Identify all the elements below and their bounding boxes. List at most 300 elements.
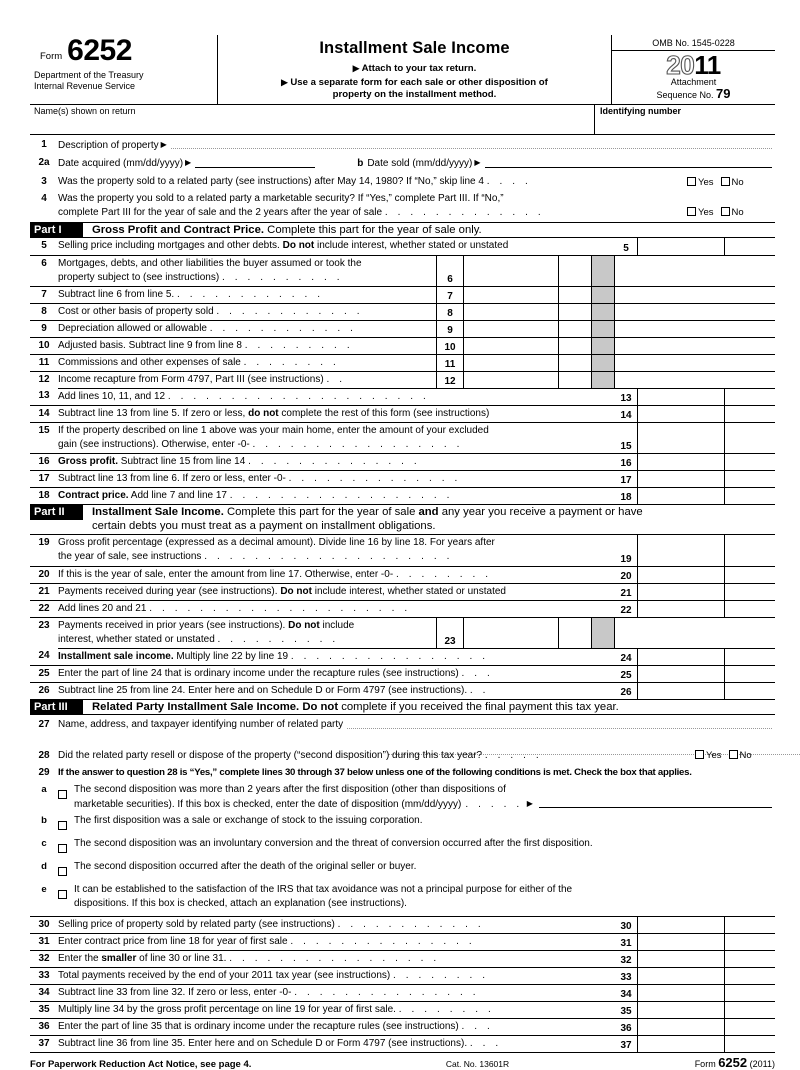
line-16-cents-input[interactable] [725, 454, 775, 470]
line-23-box-number: 23 [436, 618, 464, 648]
line-15-box-number: 15 [615, 423, 638, 453]
line-36-content [58, 1019, 615, 1035]
line-15 [30, 422, 775, 453]
line-12-content [58, 372, 436, 388]
instruction-separate-text: Use a separate form for each sale or other disposition of [290, 76, 548, 88]
line-32-dollars-input[interactable] [638, 951, 725, 967]
line-8-dollars-input[interactable] [464, 304, 559, 320]
line-13-cents-input[interactable] [725, 389, 775, 405]
line-24-box-number: 24 [615, 649, 638, 665]
line-37-content [58, 1036, 615, 1052]
line-23-number: 23 [38, 620, 50, 632]
line-35-dollars-input[interactable] [638, 1002, 725, 1018]
line-3-no-label: No [731, 176, 744, 188]
line-32-cents-input[interactable] [725, 951, 775, 967]
line-23-outer-blank [615, 618, 775, 648]
line-32-text-b: of line 30 or line 31. [136, 953, 227, 965]
line-21-text-a: Payments received during year (see instructions). [58, 586, 281, 598]
line-4-yes-no [687, 207, 775, 219]
line-36 [30, 1018, 775, 1035]
condition-a-checkbox[interactable] [58, 790, 67, 799]
line-11-cents-input[interactable] [559, 355, 592, 371]
line-30-leader-dots: . . . . . . . . . . . . [337, 919, 485, 931]
line-33-dollars-input[interactable] [638, 968, 725, 984]
line-4-text2: complete Part III for the year of sale and the 2 years after the year of sale [58, 206, 383, 218]
line-32-number: 32 [38, 953, 50, 965]
line-20-box-number: 20 [615, 567, 638, 583]
line-8-content [58, 304, 436, 320]
line-28-no-checkbox[interactable] [729, 750, 738, 759]
line-31-leader-dots: . . . . . . . . . . . . . . . [290, 936, 476, 948]
line-34-number: 34 [38, 987, 50, 999]
line-12-cents-input[interactable] [559, 372, 592, 388]
line-12-shaded-column [592, 372, 615, 388]
issuing-agency [34, 70, 213, 93]
line-9-dollars-input[interactable] [464, 321, 559, 337]
part-3-conditions [30, 779, 775, 910]
line-19-text-b-wrap [58, 550, 612, 564]
attachment-sequence [612, 77, 775, 102]
line-33-cents-input[interactable] [725, 968, 775, 984]
line-11-dollars-input[interactable] [464, 355, 559, 371]
part-2-tag: Part II [30, 505, 83, 520]
part-2-title-bold2: and [418, 506, 439, 519]
part-1-title-rest: Complete this part for the year of sale only. [264, 223, 482, 236]
footer-form-word: Form [694, 1059, 716, 1070]
line-6-shaded-column [592, 256, 615, 286]
line-9-shaded-column [592, 321, 615, 337]
line-25-cents-input[interactable] [725, 666, 775, 682]
line-24-number: 24 [38, 650, 50, 662]
line-23-amount-cell [436, 618, 592, 648]
line-12-dollars-input[interactable] [464, 372, 559, 388]
condition-a-text: The second disposition was more than 2 years after the first disposition (other than dispositions of [74, 784, 506, 796]
line-15-content [58, 423, 615, 453]
line-20-content [58, 567, 615, 583]
part-3-title-bold: Related Party Installment Sale Income. Do not [92, 700, 339, 713]
line-11-number: 11 [38, 357, 50, 369]
line-36-number: 36 [38, 1021, 50, 1033]
line-23-dollars-input[interactable] [464, 618, 559, 648]
line-6-outer-blank [615, 256, 775, 286]
line-31-dollars-input[interactable] [638, 934, 725, 950]
line-10-cents-input[interactable] [559, 338, 592, 354]
line-7-cents-input[interactable] [559, 287, 592, 303]
line-18-text: Add line 7 and line 17 [128, 490, 227, 502]
line-25-leader-dots: . . . [461, 668, 494, 680]
form-number: 6252 [67, 34, 132, 67]
line-7-leader-dots: . . . . . . . . . . . . [176, 289, 324, 301]
line-26 [30, 682, 775, 699]
form-footer [30, 1052, 775, 1070]
line-37-dollars-input[interactable] [638, 1036, 725, 1052]
line-1-label: Description of property [58, 139, 159, 151]
line-23-text-b-wrap [58, 633, 433, 647]
identifying-number-field[interactable] [595, 105, 775, 134]
line-36-dollars-input[interactable] [638, 1019, 725, 1035]
line-23-text-b: interest, whether stated or unstated [58, 633, 215, 645]
condition-a-leader-dots: . . . . . [465, 798, 523, 810]
condition-e [30, 880, 775, 910]
line-26-dollars-input[interactable] [638, 683, 725, 699]
line-12-number: 12 [38, 374, 50, 386]
line-21-dollars-input[interactable] [638, 584, 725, 600]
line-4-number: 4 [41, 193, 47, 205]
line-20 [30, 566, 775, 583]
line-15-dollars-input[interactable] [638, 423, 725, 453]
line-32-content [58, 951, 615, 967]
masthead-right [612, 35, 775, 104]
line-14-cents-input[interactable] [725, 406, 775, 422]
line-24-cents-input[interactable] [725, 649, 775, 665]
line-36-box-number: 36 [615, 1019, 638, 1035]
line-23 [30, 617, 775, 648]
line-24-dollars-input[interactable] [638, 649, 725, 665]
line-21-number: 21 [38, 586, 50, 598]
line-32-box-number: 32 [615, 951, 638, 967]
line-7-dollars-input[interactable] [464, 287, 559, 303]
line-16-amount-cell [615, 454, 775, 470]
condition-d-text: The second disposition occurred after the death of the original seller or buyer. [74, 861, 417, 873]
condition-c [30, 834, 775, 857]
line-36-cents-input[interactable] [725, 1019, 775, 1035]
line-26-box-number: 26 [615, 683, 638, 699]
line-23-content [58, 618, 436, 648]
line-31-content [58, 934, 615, 950]
line-13-text: Add lines 10, 11, and 12 [58, 391, 166, 403]
condition-c-text: The second disposition was an involuntary conversion and the threat of conversion occurred after the first disposition. [74, 838, 593, 850]
line-24 [30, 648, 775, 665]
line-37-text: Subtract line 36 from line 35. Enter here and on Schedule D or Form 4797 (see instructions). [58, 1038, 468, 1050]
tax-year [612, 52, 775, 78]
line-22-text: Add lines 20 and 21 [58, 603, 147, 615]
line-4-yes-label: Yes [698, 207, 714, 219]
part-3-banner [30, 699, 775, 715]
line-1 [30, 135, 775, 153]
line-31-cents-input[interactable] [725, 934, 775, 950]
line-37-cents-input[interactable] [725, 1036, 775, 1052]
line-15-amount-cell [615, 423, 775, 453]
line-11 [30, 354, 775, 371]
part-2-title-a: Complete this part for the year of sale [223, 506, 419, 519]
line-13-number: 13 [38, 390, 50, 402]
line-3 [30, 171, 775, 189]
line-30-content [58, 917, 615, 933]
line-18-text-bold: Contract price. [58, 490, 129, 502]
date-sold-input[interactable] [485, 157, 773, 168]
line-12-text: Income recapture from Form 4797, Part III (see instructions) [58, 374, 324, 386]
line-8-number: 8 [41, 306, 47, 318]
line-13-box-number: 13 [615, 389, 638, 405]
part-2-lines [30, 535, 775, 699]
line-6 [30, 255, 775, 286]
line-18-amount-cell [615, 488, 775, 504]
line-5-amount-cell [615, 238, 775, 255]
line-24-content [58, 648, 615, 665]
line-17 [30, 470, 775, 487]
line-19-cents-input[interactable] [725, 535, 775, 566]
line-30-cents-input[interactable] [725, 917, 775, 933]
arrow-icon-2: ▶ [281, 76, 288, 87]
line-22 [30, 600, 775, 617]
line-9-cents-input[interactable] [559, 321, 592, 337]
line-13-amount-cell [615, 388, 775, 405]
line-5-text-b: include interest, whether stated or unstated [314, 240, 509, 252]
line-20-cents-input[interactable] [725, 567, 775, 583]
line-24-text-bold: Installment sale income. [58, 651, 174, 663]
condition-d-checkbox[interactable] [58, 867, 67, 876]
line-15-cents-input[interactable] [725, 423, 775, 453]
line-5-cents-input[interactable] [725, 238, 775, 255]
line-16-text: Subtract line 15 from line 14 [118, 456, 246, 468]
line-8-outer-blank [615, 304, 775, 320]
line-23-cents-input[interactable] [559, 618, 592, 648]
line-13-content [58, 388, 615, 405]
line-2a-number: 2a [38, 157, 50, 169]
line-29-number: 29 [38, 766, 50, 778]
line-19-number: 19 [38, 537, 50, 549]
condition-d-letter: d [41, 861, 47, 873]
line-26-amount-cell [615, 683, 775, 699]
condition-d [30, 857, 775, 880]
line-3-leader-dots: . . . . [486, 175, 532, 187]
line-8-shaded-column [592, 304, 615, 320]
line-23-text-post: include [319, 620, 355, 632]
line-5-dollars-input[interactable] [638, 238, 725, 255]
line-10-dollars-input[interactable] [464, 338, 559, 354]
line-18-cents-input[interactable] [725, 488, 775, 504]
line-15-text-a: If the property described on line 1 above was your main home, enter the amount of your excluded [58, 425, 489, 437]
line-13-dollars-input[interactable] [638, 389, 725, 405]
line-19-text-b: the year of sale, see instructions [58, 550, 202, 562]
part-2-title-line2: certain debts you must treat as a payment on installment obligations. [92, 520, 436, 533]
line-19-leader-dots: . . . . . . . . . . . . . . . . . . . . [204, 550, 453, 562]
line-32 [30, 950, 775, 967]
part-3-title-rest: complete if you received the final payment this tax year. [338, 700, 619, 713]
line-16-text-bold: Gross profit. [58, 456, 119, 468]
line-37-leader-dots: . . . [469, 1038, 502, 1050]
line-3-no-checkbox[interactable] [721, 177, 730, 186]
line-20-dollars-input[interactable] [638, 567, 725, 583]
line-6-content [58, 256, 436, 286]
line-3-label: Was the property sold to a related party (see instructions) after May 14, 1980? If “No,” skip line 4 [58, 175, 484, 187]
line-25 [30, 665, 775, 682]
line-12 [30, 371, 775, 388]
line-28-no-label: No [739, 750, 752, 762]
line-23-shaded-column [592, 618, 615, 648]
part-1-banner [30, 222, 775, 238]
catalog-number: Cat. No. 13601R [445, 1059, 510, 1070]
line-10-text: Adjusted basis. Subtract line 9 from line 8 [58, 340, 242, 352]
sequence-label: Sequence No. [656, 90, 714, 100]
condition-a-letter: a [41, 784, 47, 796]
line-22-cents-input[interactable] [725, 601, 775, 617]
condition-c-letter: c [41, 838, 47, 850]
line-10-number: 10 [38, 340, 50, 352]
instruction-separate [220, 76, 609, 90]
line-27-input-1[interactable] [347, 718, 772, 729]
line-34-box-number: 34 [615, 985, 638, 1001]
line-1-input[interactable] [171, 138, 772, 149]
condition-b-text: The first disposition was a sale or exchange of stock to the issuing corporation. [74, 815, 423, 827]
line-14-text-b: complete the rest of this form (see instructions) [278, 408, 490, 420]
line-27 [30, 715, 775, 746]
line-6-amount-cell [436, 256, 592, 286]
line-25-content [58, 666, 615, 682]
part-3-tag: Part III [30, 700, 83, 715]
condition-a [30, 779, 775, 811]
line-12-box-number: 12 [436, 372, 464, 388]
line-36-text: Enter the part of line 35 that is ordinary income under the recapture rules (see instructions) [58, 1021, 459, 1033]
line-18 [30, 487, 775, 504]
line-21 [30, 583, 775, 600]
line-19-amount-cell [615, 535, 775, 566]
line-14-number: 14 [38, 408, 50, 420]
date-acquired-label: Date acquired (mm/dd/yyyy) [58, 158, 184, 170]
line-24-amount-cell [615, 648, 775, 665]
date-sold-label: Date sold (mm/dd/yyyy) [367, 158, 473, 170]
line-37-amount-cell [615, 1036, 775, 1052]
line-19 [30, 535, 775, 566]
part-2-title-bold: Installment Sale Income. [92, 506, 224, 519]
line-22-dollars-input[interactable] [638, 601, 725, 617]
form-body [30, 35, 775, 1070]
line-31-number: 31 [38, 936, 50, 948]
line-28-number: 28 [38, 750, 50, 762]
attachment-label: Attachment [670, 77, 717, 87]
line-4-yes-checkbox[interactable] [687, 207, 696, 216]
line-18-dollars-input[interactable] [638, 488, 725, 504]
line-11-amount-cell [436, 355, 592, 371]
line-3-yes-label: Yes [698, 176, 714, 188]
line-19-text-a: Gross profit percentage (expressed as a decimal amount). Divide line 16 by line 18. For years after [58, 537, 495, 549]
line-8-text: Cost or other basis of property sold [58, 306, 214, 318]
condition-c-checkbox[interactable] [58, 844, 67, 853]
line-22-box-number: 22 [615, 601, 638, 617]
line-37-number: 37 [38, 1038, 50, 1050]
line-10-outer-blank [615, 338, 775, 354]
line-17-cents-input[interactable] [725, 471, 775, 487]
date-acquired-input[interactable] [195, 157, 315, 168]
line-7 [30, 286, 775, 303]
line-6-dollars-input[interactable] [464, 256, 559, 286]
line-25-number: 25 [38, 668, 50, 680]
line-18-leader-dots: . . . . . . . . . . . . . . . . . . [229, 490, 454, 502]
line-9-outer-blank [615, 321, 775, 337]
line-1-number: 1 [41, 138, 47, 150]
line-20-number: 20 [38, 569, 50, 581]
line-30-box-number: 30 [615, 917, 638, 933]
line-34-cents-input[interactable] [725, 985, 775, 1001]
line-22-leader-dots: . . . . . . . . . . . . . . . . . . . . . [149, 603, 411, 615]
part-1-lines [30, 238, 775, 504]
tax-year-prefix: 20 [666, 50, 695, 80]
line-21-box-number: 21 [615, 584, 638, 600]
paperwork-notice: For Paperwork Reduction Act Notice, see page 4. [30, 1059, 252, 1070]
line-35-number: 35 [38, 1004, 50, 1016]
line-18-box-number: 18 [615, 488, 638, 504]
line-6-cents-input[interactable] [559, 256, 592, 286]
line-19-content [58, 535, 615, 566]
footer-form-year: (2011) [749, 1059, 775, 1070]
line-28-yes-label: Yes [706, 750, 722, 762]
line-35-leader-dots: . . . . . . . . [398, 1004, 495, 1016]
footer-form-number: 6252 [718, 1055, 748, 1070]
line-26-cents-input[interactable] [725, 683, 775, 699]
instruction-attach-text: Attach to your tax return. [361, 63, 477, 74]
line-31 [30, 933, 775, 950]
line-19-dollars-input[interactable] [638, 535, 725, 566]
line-31-amount-cell [615, 934, 775, 950]
condition-e-checkbox[interactable] [58, 890, 67, 899]
line-21-content [58, 584, 615, 600]
line-26-content [58, 683, 615, 699]
line-30-dollars-input[interactable] [638, 917, 725, 933]
line-21-cents-input[interactable] [725, 584, 775, 600]
line-7-text: Subtract line 6 from line 5. [58, 289, 175, 301]
line-3-yes-checkbox[interactable] [687, 177, 696, 186]
line-6-text-b: property subject to (see instructions) [58, 271, 220, 283]
line-35-text: Multiply line 34 by the gross profit percentage on line 19 for year of first sale. [58, 1004, 396, 1016]
masthead-left [30, 35, 218, 104]
line-16-box-number: 16 [615, 454, 638, 470]
line-8-cents-input[interactable] [559, 304, 592, 320]
line-15-text-b-wrap [58, 438, 612, 452]
condition-b-letter: b [41, 815, 47, 827]
line-28-yes-checkbox[interactable] [695, 750, 704, 759]
line-9 [30, 320, 775, 337]
line-28-content [58, 748, 695, 763]
line-34-dollars-input[interactable] [638, 985, 725, 1001]
line-10-box-number: 10 [436, 338, 464, 354]
condition-a-date-input[interactable] [539, 797, 772, 808]
identifying-number-label: Identifying number [600, 105, 681, 116]
condition-d-checkbox-wrap [58, 859, 74, 880]
line-26-text: Subtract line 25 from line 24. Enter here and on Schedule D or Form 4797 (see instructions). [58, 685, 468, 697]
line-33 [30, 967, 775, 984]
line-25-dollars-input[interactable] [638, 666, 725, 682]
line-36-amount-cell [615, 1019, 775, 1035]
name-field[interactable] [30, 105, 595, 134]
line-33-text: Total payments received by the end of your 2011 tax year (see instructions) [58, 970, 391, 982]
line-11-box-number: 11 [436, 355, 464, 371]
line-11-text: Commissions and other expenses of sale [58, 357, 241, 369]
condition-b-checkbox[interactable] [58, 821, 67, 830]
line-17-dollars-input[interactable] [638, 471, 725, 487]
line-7-number: 7 [41, 289, 47, 301]
line-5-number: 5 [41, 240, 47, 252]
condition-a-content [74, 782, 775, 811]
line-11-content [58, 355, 436, 371]
line-11-leader-dots: . . . . . . . . [243, 357, 340, 369]
line-24-leader-dots: . . . . . . . . . . . . . . . . [290, 651, 489, 663]
line-37 [30, 1035, 775, 1052]
line-23-leader-dots: . . . . . . . . . . [217, 633, 339, 645]
part-3-lines [30, 916, 775, 1052]
line-36-leader-dots: . . . [461, 1021, 494, 1033]
line-34-content [58, 985, 615, 1001]
part-1-title [92, 224, 482, 237]
line-10-content [58, 338, 436, 354]
line-2b-letter: b [357, 158, 364, 170]
line-16-dollars-input[interactable] [638, 454, 725, 470]
line-4-no-checkbox[interactable] [721, 207, 730, 216]
line-3-content [58, 174, 687, 189]
line-35-cents-input[interactable] [725, 1002, 775, 1018]
line-14-dollars-input[interactable] [638, 406, 725, 422]
line-8-leader-dots: . . . . . . . . . . . . [216, 306, 364, 318]
line-33-content [58, 968, 615, 984]
